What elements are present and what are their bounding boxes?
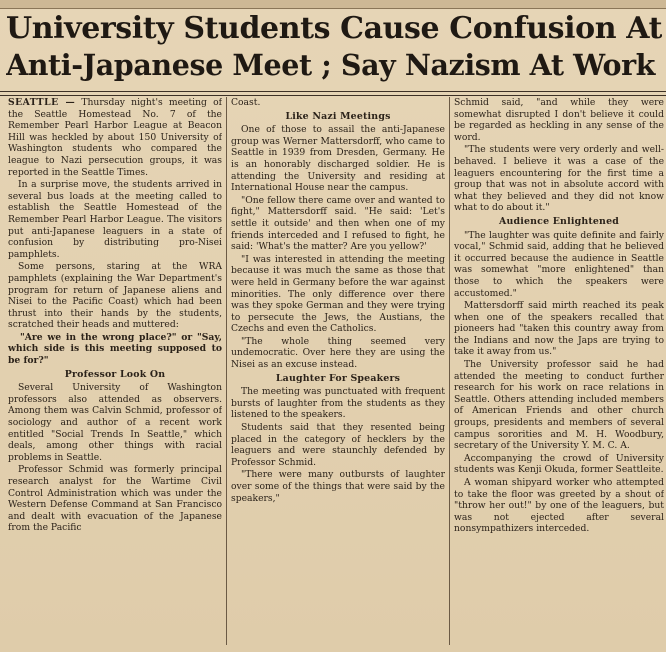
paragraph: "The students were very orderly and well-behaved. I believe it was a case of the leaguers encountering for the first time a group that was not in absolute accord with what they believed and they did not know what to do about it."	[454, 144, 664, 214]
subhead: Audience Enlightened	[498, 215, 619, 227]
column-divider-2	[449, 97, 450, 645]
quote-paragraph: "Are we in the wrong place?" or "Say, which side is this meeting supposed to be for?"	[8, 331, 222, 367]
article-column-2	[231, 97, 445, 645]
paragraph	[8, 97, 222, 178]
headline-line-1: University Students Cause Confusion At	[6, 11, 662, 46]
article-column-3	[454, 97, 664, 645]
paragraph: In a surprise move, the students arrived in several bus loads at the meeting called to establish the Seattle Homestead of the Remember Pearl Harbor League. The visitors put anti-Japanese leaguers in a state of confusion by distributing pro-Nisei pamphlets.	[8, 179, 222, 260]
dateline: SEATTLE —	[8, 97, 76, 108]
paragraph: Mattersdorff said mirth reached its peak when one of the speakers recalled that pioneers had "taken this country away from the Indians and now the Japs are trying to take it away from us."	[454, 300, 664, 358]
paragraph: One of those to assail the anti-Japanese group was Werner Mattersdorff, who came to Seattle in 1939 from Dresden, Germany. He is an honorably discharged soldier. He is attending the University and residing at International House near the campus.	[231, 124, 445, 194]
paragraph: The University professor said he had attended the meeting to conduct further research for his work on race relations in Seattle. Others attending included members of American Friends and other church groups, presidents and members of several campus sororities and M. H. Woodbury, secretary of the University Y. M. C. A.	[454, 359, 664, 452]
paragraph: "I was interested in attending the meeting because it was much the same as those that were held in Germany before the war against minorities. The only difference over there was they spoke German and they were trying to persecute the Jews, the Austians, the Czechs and even the Catholics.	[231, 253, 445, 335]
paragraph: Students said that they resented being placed in the category of hecklers by the leaguers and were staunchly defended by Professor Schmid.	[231, 422, 445, 468]
top-border-strip	[0, 0, 666, 9]
headline-rule	[0, 91, 666, 96]
article-column-1	[8, 97, 222, 645]
paragraph: The meeting was punctuated with frequent bursts of laughter from the students as they listened to the speakers.	[231, 386, 445, 421]
column-divider-1	[226, 97, 227, 645]
paragraph-text: Thursday night's meeting of the Seattle Homestead No. 7 of the Remember Pearl Harbor League at Beacon Hill was heckled by about 150 University of Washington students who compared the league to Nazi persecution groups, it was reported in the Seattle Times.	[8, 97, 222, 178]
paragraph: Some persons, staring at the WRA pamphlets (explaining the War Department's program for return of Japanese aliens and Nisei to the Pacific Coast) which had been thrust into their hands by the students, scratched their heads and muttered:	[8, 261, 222, 331]
paragraph: "The whole thing seemed very undemocratic. Over here they are using the Nisei as an excuse instead.	[231, 335, 445, 371]
subhead: Professor Look On	[64, 368, 166, 380]
paragraph: Professor Schmid was formerly principal research analyst for the Wartime Civil Control Administration which was under the Western Defense Command at San Francisco and dealt with evacuation of the Japanese from the Pacific	[8, 464, 222, 534]
headline	[6, 10, 662, 84]
paragraph: "There were many outbursts of laughter over some of the things that were said by the speakers,"	[231, 469, 445, 504]
paragraph: Several University of Washington professors also attended as observers. Among them was Calvin Schmid, professor of sociology and author of a recent work entitled "Social Trends In Seattle," which deals, among other things with racial problems in Seattle.	[8, 382, 222, 463]
paragraph: Schmid said, "and while they were somewhat disrupted I don't believe it could be regarded as heckling in any sense of the word.	[454, 97, 664, 143]
subhead: Laughter For Speakers	[275, 372, 401, 384]
headline-line-2: Anti-Japanese Meet ; Say Nazism At Work	[6, 48, 656, 82]
paragraph: "The laughter was quite definite and fairly vocal," Schmid said, adding that he believed it occurred because the audience in Seattle was somewhat "more enlightened" than those to which the speakers were accustomed."	[454, 229, 664, 299]
paragraph: A woman shipyard worker who attempted to take the floor was greeted by a shout of "throw her out!" by one of the leaguers, but was not ejected after several nonsympathizers interceded.	[454, 477, 664, 535]
paragraph: Coast.	[231, 97, 261, 108]
paragraph: "One fellow there came over and wanted to fight," Mattersdorff said. "He said: 'Let's settle it outside' and then when one of my friends interceded and I refused to fight, he said: 'What's the matter? Are you yellow?'	[231, 194, 445, 253]
paragraph: Accompanying the crowd of University students was Kenji Okuda, former Seattleite.	[454, 452, 664, 476]
subhead: Like Nazi Meetings	[285, 110, 391, 122]
